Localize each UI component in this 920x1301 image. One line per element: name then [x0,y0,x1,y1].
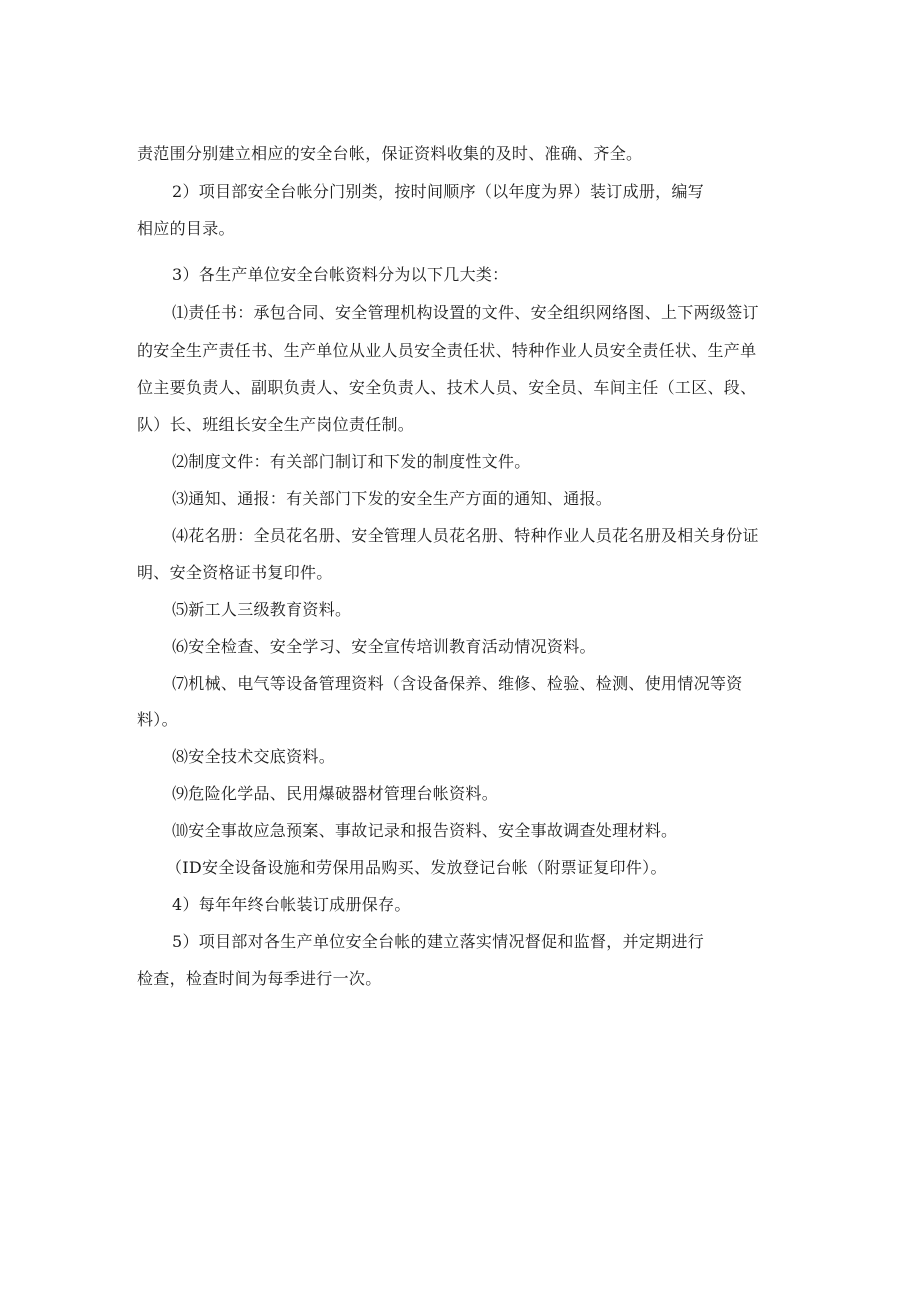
text-line: ⑹安全检查、安全学习、安全宣传培训教育活动情况资料。 [172,637,596,656]
text-line: 5）项目部对各生产单位安全台帐的建立落实情况督促和监督，并定期进行 [172,932,705,951]
text-line: ⑻安全技术交底资料。 [172,747,336,766]
text-line: 明、安全资格证书复印件。 [137,563,333,582]
text-line: ⑽安全事故应急预案、事故记录和报告资料、安全事故调查处理材料。 [172,821,678,840]
text-line: 相应的目录。 [137,219,235,238]
text-line: 2）项目部安全台帐分门别类，按时间顺序（以年度为界）装订成册，编写 [172,182,705,201]
text-line: ⑷花名册：全员花名册、安全管理人员花名册、特种作业人员花名册及相关身份证 [172,526,759,545]
text-line: 料）。 [137,710,178,729]
text-line: ⑼危险化学品、民用爆破器材管理台帐资料。 [172,784,499,803]
text-line: ⑶通知、通报：有关部门下发的安全生产方面的通知、通报。 [172,489,613,508]
text-line: 3）各生产单位安全台帐资料分为以下几大类： [172,265,509,284]
text-line: ⑸新工人三级教育资料。 [172,600,352,619]
text-line: 位主要负责人、副职负责人、安全负责人、技术人员、安全员、车间主任（工区、段、 [137,378,757,397]
text-line: ⑴责任书：承包合同、安全管理机构设置的文件、安全组织网络图、上下两级签订 [172,303,759,322]
text-line: 的安全生产责任书、生产单位从业人员安全责任状、特种作业人员安全责任状、生产单 [137,341,757,360]
text-line: （ID安全设备设施和劳保用品购买、发放登记台帐（附票证复印件）。 [166,858,667,877]
text-line: 队）长、班组长安全生产岗位责任制。 [137,415,415,434]
text-line: ⑵制度文件：有关部门制订和下发的制度性文件。 [172,452,531,471]
text-line: 4）每年年终台帐装订成册保存。 [172,895,411,914]
text-line: 检查，检查时间为每季进行一次。 [137,969,382,988]
text-line: 责范围分别建立相应的安全台帐，保证资料收集的及时、准确、齐全。 [137,144,643,163]
text-line: ⑺机械、电气等设备管理资料（含设备保养、维修、检验、检测、使用情况等资 [172,674,743,693]
